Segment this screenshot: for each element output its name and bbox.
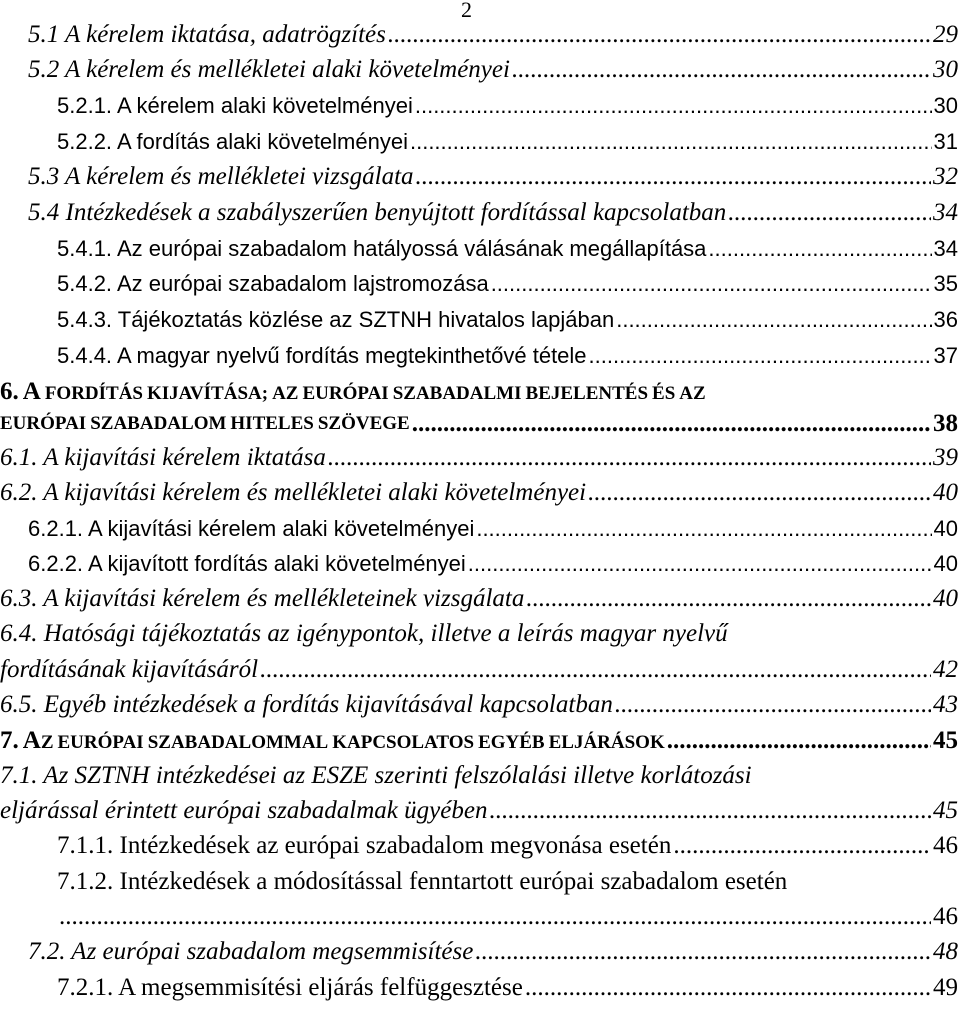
- toc-entry-title: 7.1.1. Intézkedések az európai szabadalom megvonása esetén: [57, 832, 672, 859]
- toc-entry-page-number: 34: [933, 236, 958, 261]
- toc-entry[interactable]: [28, 195, 958, 231]
- dot-leader: [416, 163, 931, 191]
- dot-leader: [616, 307, 931, 333]
- toc-entry-page-number: 46: [933, 832, 958, 859]
- toc-entry-title: 7.1.2. Intézkedések a módosítással fenntartott európai szabadalom esetén: [57, 868, 788, 895]
- toc-entry-page-number: 35: [933, 271, 958, 296]
- toc-entry[interactable]: [57, 899, 958, 935]
- dot-leader: [489, 797, 931, 825]
- dot-leader: [589, 343, 932, 369]
- dot-leader: [673, 832, 931, 860]
- toc-entry[interactable]: [57, 828, 958, 864]
- dot-leader: [476, 516, 931, 542]
- dot-leader: [728, 199, 931, 227]
- toc-entry-page-number: 48: [933, 938, 958, 965]
- dot-leader: [525, 974, 931, 1002]
- toc-entry-title: 7.1. Az SZTNH intézkedései az ESZE szerinti felszólalási illetve korlátozási: [0, 762, 752, 789]
- toc-entry-page-number: 49: [933, 974, 958, 1001]
- toc-entry-title: 6.2. A kijavítási kérelem és mellékletei alaki követelményei: [0, 479, 587, 506]
- toc-entry[interactable]: [0, 793, 958, 829]
- toc-entry[interactable]: [0, 723, 958, 759]
- dot-leader: [667, 727, 931, 755]
- toc-entry-page-number: 38: [933, 410, 958, 437]
- toc-entry[interactable]: [0, 475, 958, 511]
- toc-entry-page-number: 42: [933, 656, 958, 683]
- toc-entry-page-number: 40: [933, 516, 958, 541]
- dot-leader: [708, 236, 931, 262]
- dot-leader: [526, 585, 931, 613]
- toc-entry-title: 5.2.1. A kérelem alaki követelményei: [57, 93, 413, 118]
- toc-entry[interactable]: [28, 52, 958, 88]
- toc-entry-page-number: 37: [933, 343, 958, 368]
- toc-entry-page-number: 39: [933, 444, 958, 471]
- toc-entry-title: fordításának kijavításáról: [0, 656, 259, 683]
- toc-entry[interactable]: [0, 758, 958, 794]
- toc-entry[interactable]: [0, 406, 958, 442]
- toc-entry-page-number: 34: [933, 199, 958, 226]
- toc-entry-title: EURÓPAI SZABADALOM HITELES SZÖVEGE: [0, 413, 410, 434]
- toc-entry-page-number: 30: [933, 56, 958, 83]
- dot-leader: [260, 656, 931, 684]
- toc-entry[interactable]: [28, 511, 958, 547]
- toc-entry[interactable]: [0, 616, 958, 652]
- page-number: 2: [461, 0, 472, 22]
- toc-entry-title: 6.2.2. A kijavított fordítás alaki követelményei: [28, 551, 466, 576]
- toc-entry[interactable]: [57, 970, 958, 1006]
- toc-entry-title: 7.2. Az európai szabadalom megsemmisítése: [28, 938, 474, 965]
- toc-entry-page-number: 36: [933, 307, 958, 332]
- toc-entry-title: 5.4.3. Tájékoztatás közlése az SZTNH hivatalos lapjában: [57, 307, 615, 332]
- dot-leader: [328, 444, 931, 472]
- toc-entry[interactable]: [28, 17, 958, 53]
- toc-entry-page-number: 45: [933, 797, 958, 824]
- dot-leader: [59, 903, 931, 931]
- toc-entry-title: 6. A FORDÍTÁS KIJAVÍTÁSA; AZ EURÓPAI SZABADALMI BEJELENTÉS ÉS AZ: [0, 378, 706, 405]
- dot-leader: [388, 21, 931, 49]
- toc-entry-title: 5.3 A kérelem és mellékletei vizsgálata: [28, 163, 414, 190]
- toc-entry[interactable]: [28, 546, 958, 582]
- toc-entry-title: 5.4.4. A magyar nyelvű fordítás megtekinthetővé tétele: [57, 343, 587, 368]
- toc-entry[interactable]: [57, 864, 958, 900]
- toc-entry-page-number: 40: [933, 479, 958, 506]
- toc-entry-title: 5.1 A kérelem iktatása, adatrögzítés: [28, 21, 386, 48]
- toc-entry-title: 5.4.1. Az európai szabadalom hatályossá válásának megállapítása: [57, 236, 707, 261]
- toc-entry-page-number: 31: [933, 129, 958, 154]
- toc-entry-title: 6.1. A kijavítási kérelem iktatása: [0, 444, 326, 471]
- toc-entry-page-number: 45: [933, 727, 958, 754]
- toc-entry-title: 5.4.2. Az európai szabadalom lajstromozása: [57, 271, 489, 296]
- toc-entry-page-number: 30: [933, 93, 958, 118]
- toc-entry-page-number: 29: [933, 21, 958, 48]
- dot-leader: [491, 271, 932, 297]
- dot-leader: [468, 551, 932, 577]
- toc-entry[interactable]: [0, 652, 958, 688]
- toc-entry-title: 5.2.2. A fordítás alaki követelményei: [57, 129, 408, 154]
- toc-entry[interactable]: [57, 266, 958, 302]
- toc-entry[interactable]: [57, 231, 958, 267]
- toc-entry-page-number: 40: [933, 551, 958, 576]
- toc-entry[interactable]: [57, 88, 958, 124]
- toc-entry[interactable]: [0, 440, 958, 476]
- toc-entry[interactable]: [57, 124, 958, 160]
- toc-entry-title: 6.4. Hatósági tájékoztatás az igénypontok, illetve a leírás magyar nyelvű: [0, 620, 728, 647]
- toc-entry-page-number: 32: [933, 163, 958, 190]
- toc-entry-title: 6.5. Egyéb intézkedések a fordítás kijavításával kapcsolatban: [0, 691, 613, 718]
- toc-entry[interactable]: [57, 338, 958, 374]
- dot-leader: [512, 56, 931, 84]
- toc-entry-title: 7. AZ EURÓPAI SZABADALOMMAL KAPCSOLATOS EGYÉB ELJÁRÁSOK: [0, 727, 665, 754]
- toc-entry[interactable]: [0, 374, 958, 410]
- dot-leader: [588, 479, 931, 507]
- dot-leader: [475, 938, 931, 966]
- toc-entry-title: 5.4 Intézkedések a szabályszerűen benyújtott fordítással kapcsolatban: [28, 199, 727, 226]
- toc-entry-page-number: 40: [933, 585, 958, 612]
- toc-entry-title: 6.3. A kijavítási kérelem és mellékleteinek vizsgálata: [0, 585, 525, 612]
- dot-leader: [410, 129, 932, 155]
- toc-entry[interactable]: [0, 581, 958, 617]
- dot-leader: [412, 410, 931, 438]
- dot-leader: [615, 691, 931, 719]
- toc-entry-page-number: 43: [933, 691, 958, 718]
- toc-entry-title: 6.2.1. A kijavítási kérelem alaki követelményei: [28, 516, 475, 541]
- toc-entry[interactable]: [28, 934, 958, 970]
- dot-leader: [415, 93, 932, 119]
- toc-entry[interactable]: [28, 159, 958, 195]
- toc-entry-title: 7.2.1. A megsemmisítési eljárás felfüggesztése: [57, 974, 523, 1001]
- toc-entry-title: eljárással érintett európai szabadalmak ügyében: [0, 797, 488, 824]
- toc-entry[interactable]: [0, 687, 958, 723]
- toc-entry-page-number: 46: [933, 903, 958, 930]
- toc-entry-title: 5.2 A kérelem és mellékletei alaki követelményei: [28, 56, 510, 83]
- toc-entry[interactable]: [57, 302, 958, 338]
